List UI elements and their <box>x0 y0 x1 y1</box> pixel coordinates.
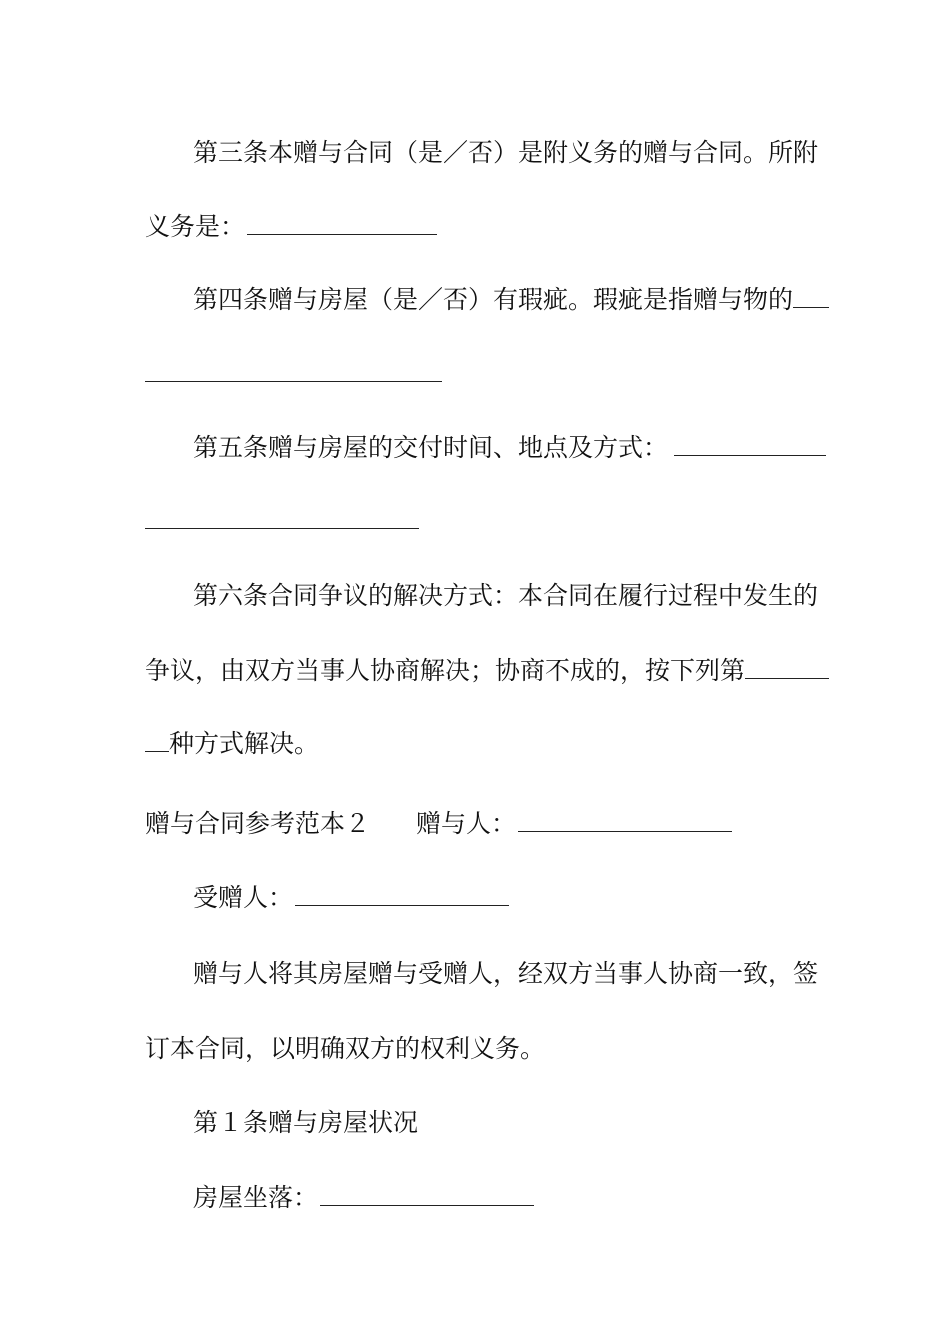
article-5-line-2 <box>145 505 419 537</box>
delivery-blank-2 <box>145 508 419 529</box>
location-blank <box>320 1185 534 1206</box>
dispute-method-blank-2 <box>145 731 169 752</box>
article-5-text-1: 第五条赠与房屋的交付时间、地点及方式： <box>193 433 669 462</box>
article-6-text-2: 争议，由双方当事人协商解决；协商不成的，按下列第 <box>145 656 746 685</box>
article-5-line-1 <box>193 432 826 464</box>
defect-blank-2 <box>145 361 442 382</box>
donee-label: 受赠人： <box>193 883 294 912</box>
article-3-text-1: 第三条本赠与合同（是／否）是附义务的赠与合同。所附 <box>193 138 819 167</box>
intro-line-2 <box>145 1033 545 1065</box>
delivery-blank-1 <box>674 435 826 456</box>
article-6-text-3: 种方式解决。 <box>169 729 320 758</box>
location-line <box>193 1182 534 1214</box>
obligation-blank <box>247 214 437 235</box>
article-3-line-1 <box>193 137 818 169</box>
article-1-heading <box>193 1107 418 1139</box>
sample-2-heading-line <box>145 808 732 840</box>
donor-blank <box>518 811 732 832</box>
article-4-line-2 <box>145 358 442 390</box>
sample-2-title: 赠与合同参考范本２ <box>145 809 371 838</box>
article-6-line-2 <box>145 655 829 687</box>
donee-line <box>193 882 509 914</box>
intro-text-2: 订本合同，以明确双方的权利义务。 <box>145 1034 546 1063</box>
article-3-text-2: 义务是： <box>145 212 246 241</box>
intro-text-1: 赠与人将其房屋赠与受赠人，经双方当事人协商一致，签 <box>193 959 819 988</box>
donee-blank <box>295 885 509 906</box>
intro-line-1 <box>193 958 818 990</box>
article-1-title: 第１条赠与房屋状况 <box>193 1108 419 1137</box>
article-4-text-1: 第四条赠与房屋（是／否）有瑕疵。瑕疵是指赠与物的 <box>193 285 794 314</box>
donor-label: 赠与人： <box>416 809 517 838</box>
location-label: 房屋坐落： <box>193 1183 319 1212</box>
article-6-line-1 <box>193 580 818 612</box>
article-4-line-1 <box>193 284 829 316</box>
dispute-method-blank-1 <box>745 658 829 679</box>
article-6-text-1: 第六条合同争议的解决方式：本合同在履行过程中发生的 <box>193 581 819 610</box>
article-6-line-3 <box>145 728 319 760</box>
defect-blank-1 <box>793 287 829 308</box>
article-3-line-2 <box>145 211 437 243</box>
